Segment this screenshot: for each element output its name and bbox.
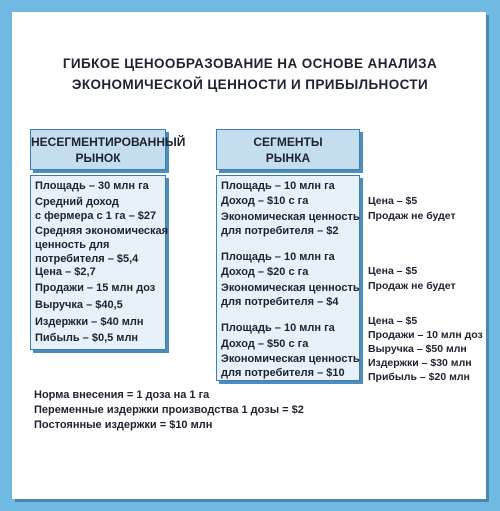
segment-1-line: для потребителя – $2: [221, 225, 339, 237]
segment-3-result: Издержки – $30 млн: [368, 357, 472, 369]
header-line: СЕГМЕНТЫ: [253, 135, 323, 149]
left-line: Цена – $2,7: [35, 266, 96, 278]
footnote: Переменные издержки производства 1 дозы = $2: [34, 404, 304, 416]
header-line: РЫНКА: [265, 151, 311, 165]
segment-3-result: Цена – $5: [368, 315, 418, 327]
header-line: РЫНОК: [75, 151, 121, 165]
segment-3-result: Продажи – 10 млн доз: [368, 329, 483, 341]
segment-3-line: Доход – $50 с га: [221, 338, 309, 350]
segment-3-result: Прибыль – $20 млн: [368, 371, 470, 383]
unsegmented-market-header: [30, 129, 186, 170]
left-line: Издержки – $40 млн: [35, 316, 144, 328]
left-line: Средняя экономическая: [35, 225, 169, 237]
left-line: Площадь – 30 млн га: [35, 180, 149, 192]
title-line-1: ГИБКОЕ ЦЕНООБРАЗОВАНИЕ НА ОСНОВЕ АНАЛИЗА: [62, 56, 438, 71]
left-line: потребителя – $5,4: [35, 253, 139, 265]
footnote: Норма внесения = 1 доза на 1 га: [34, 389, 210, 401]
header-line: НЕСЕГМЕНТИРОВАННЫЙ: [31, 135, 186, 149]
segment-2-line: Площадь – 10 млн га: [221, 251, 335, 263]
segment-1-result: Цена – $5: [368, 195, 418, 207]
left-line: Выручка – $40,5: [35, 299, 123, 311]
segment-2-line: для потребителя – $4: [221, 296, 339, 308]
segment-2-result: Продаж не будет: [368, 280, 456, 292]
segment-1-result: Продаж не будет: [368, 210, 456, 222]
segment-1-line: Площадь – 10 млн га: [221, 180, 335, 192]
segment-2-line: Экономическая ценность: [221, 282, 360, 294]
left-line: ценность для: [35, 239, 110, 251]
segment-1-line: Экономическая ценность: [221, 211, 360, 223]
segment-2-line: Доход – $20 с га: [221, 266, 309, 278]
segment-3-line: для потребителя – $10: [221, 367, 345, 379]
segment-3-result: Выручка – $50 млн: [368, 343, 467, 355]
segment-3-line: Экономическая ценность: [221, 353, 360, 365]
market-segments-header: [216, 129, 360, 170]
left-line: Средний доход: [35, 196, 119, 208]
left-line: Пибыль – $0,5 млн: [35, 332, 139, 344]
left-line: Продажи – 15 млн доз: [35, 282, 156, 294]
footnote: Постоянные издержки = $10 млн: [34, 419, 213, 431]
segment-2-result: Цена – $5: [368, 265, 418, 277]
segment-1-line: Доход – $10 с га: [221, 195, 309, 207]
title-line-2: ЭКОНОМИЧЕСКОЙ ЦЕННОСТИ И ПРИБЫЛЬНОСТИ: [71, 77, 429, 92]
left-line: с фермера с 1 га – $27: [35, 210, 157, 222]
segment-3-line: Площадь – 10 млн га: [221, 322, 335, 334]
